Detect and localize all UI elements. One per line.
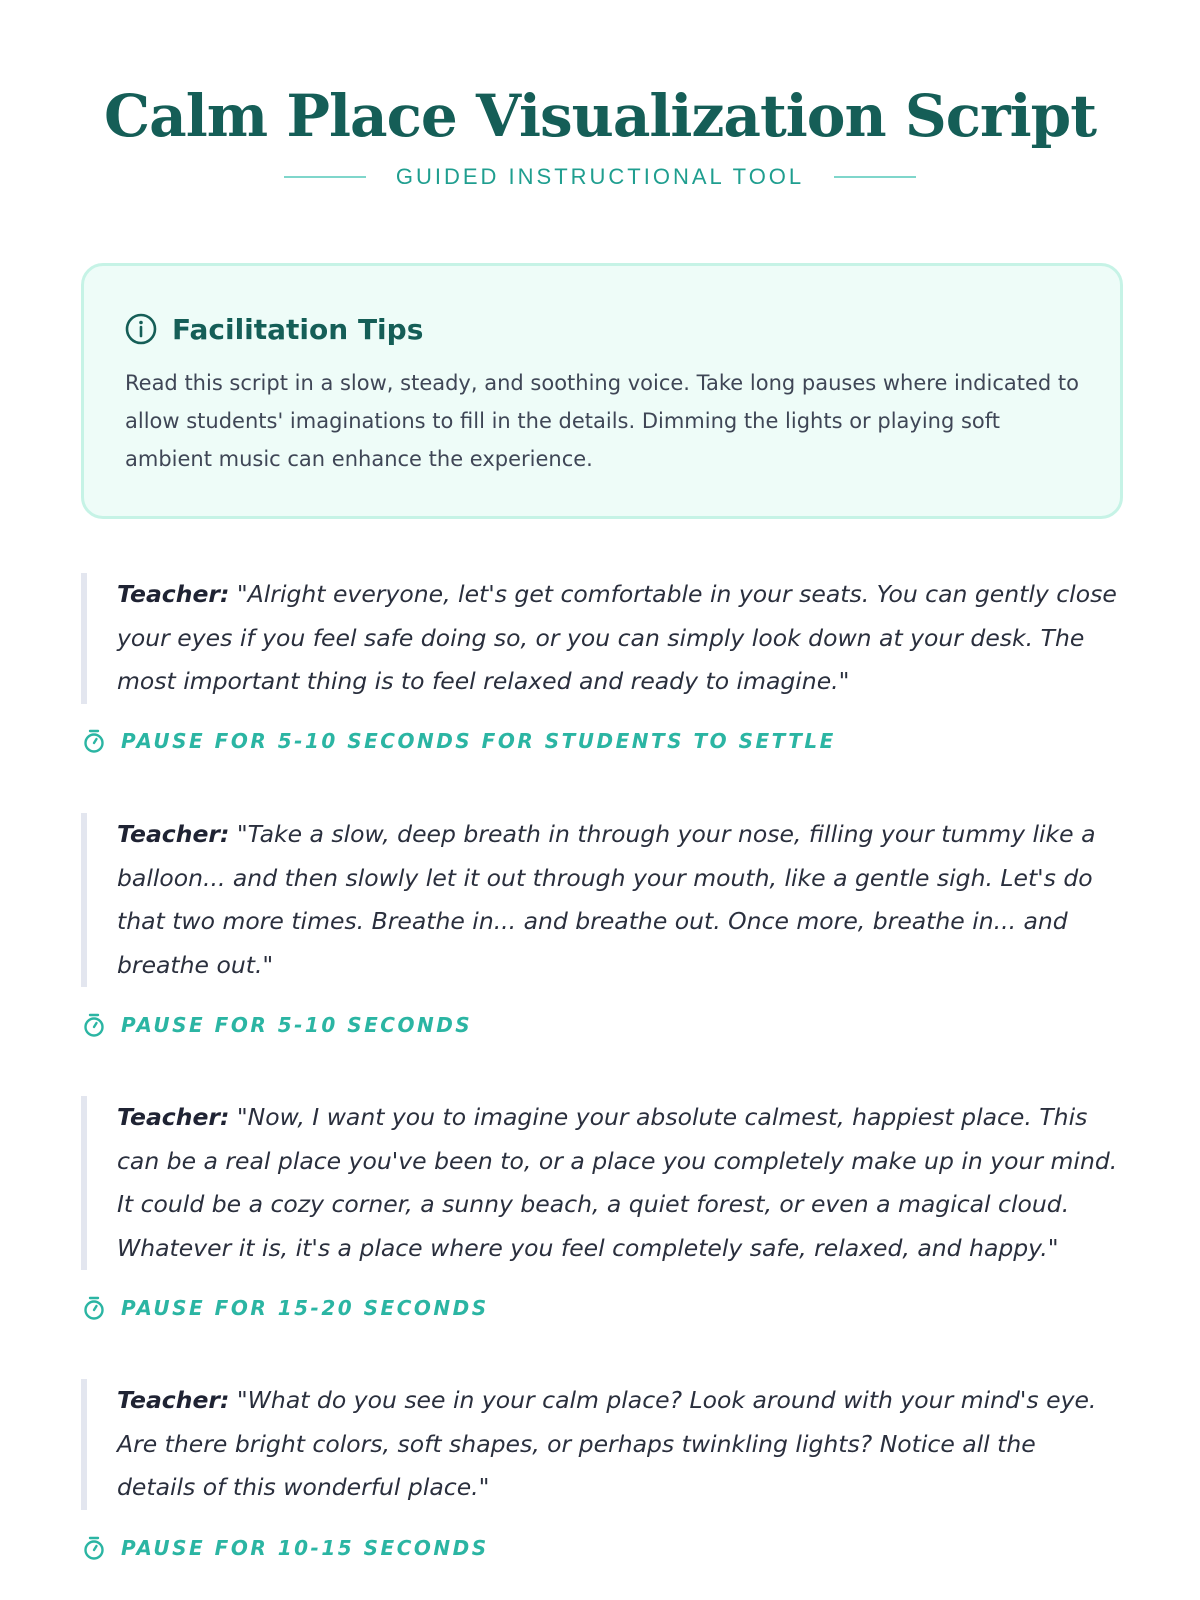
script-block — [81, 573, 1121, 704]
pause-instruction — [81, 1535, 489, 1561]
timer-icon — [81, 728, 107, 754]
timer-icon — [81, 1535, 107, 1561]
script-text: "Take a slow, deep breath in through your nose, filling your tummy like a balloon... and then slowly let it out through your mouth, like a gentle sigh. Let's do that two more times. Breathe in... and breathe out. Once more, breathe in... and breathe out." — [117, 820, 1096, 979]
pause-instruction — [81, 728, 836, 754]
subtitle-row — [0, 160, 1200, 194]
pause-instruction — [81, 1012, 472, 1038]
subtitle-divider-right — [834, 176, 916, 178]
pause-label: PAUSE FOR 15-20 SECONDS — [121, 1296, 489, 1320]
speaker-label: Teacher: — [117, 820, 230, 848]
page-subtitle: GUIDED INSTRUCTIONAL TOOL — [395, 164, 805, 189]
pause-instruction — [81, 1295, 489, 1321]
script-text: "Now, I want you to imagine your absolute calmest, happiest place. This can be a real place you've been to, or a place you completely make up in your mind. It could be a cozy corner, a sunny beach, a quiet forest, or even a magical cloud. Whatever it is, it's a place where you feel completely safe, relaxed, and happy." — [117, 1103, 1118, 1262]
pause-label: PAUSE FOR 10-15 SECONDS — [121, 1536, 489, 1560]
tips-header — [124, 312, 423, 346]
speaker-label: Teacher: — [117, 1386, 230, 1414]
tips-title: Facilitation Tips — [172, 312, 424, 346]
info-icon — [124, 312, 158, 346]
script-block — [81, 1379, 1121, 1510]
pause-label: PAUSE FOR 5-10 SECONDS FOR STUDENTS TO SETTLE — [121, 729, 836, 753]
script-text: "Alright everyone, let's get comfortable in your seats. You can gently close your eyes if you feel safe doing so, or you can simply look down at your desk. The most important thing is to feel relaxed and ready to imagine." — [117, 580, 1117, 695]
script-text: "What do you see in your calm place? Look around with your mind's eye. Are there bright colors, soft shapes, or perhaps twinkling lights? Notice all the details of this wonderful place." — [117, 1386, 1097, 1501]
pause-label: PAUSE FOR 5-10 SECONDS — [121, 1013, 473, 1037]
speaker-label: Teacher: — [117, 580, 230, 608]
script-block — [81, 813, 1121, 987]
speaker-label: Teacher: — [117, 1103, 230, 1131]
facilitation-tips-box — [81, 263, 1123, 519]
script-block — [81, 1096, 1121, 1270]
timer-icon — [81, 1295, 107, 1321]
timer-icon — [81, 1012, 107, 1038]
tips-text: Read this script in a slow, steady, and soothing voice. Take long pauses where indicated to allow students' imaginations to fill in the details. Dimming the lights or playing soft ambient music can enhance the experience. — [125, 371, 1080, 471]
page-title: Calm Place Visualization Script — [104, 82, 1096, 150]
subtitle-divider-left — [284, 176, 366, 178]
